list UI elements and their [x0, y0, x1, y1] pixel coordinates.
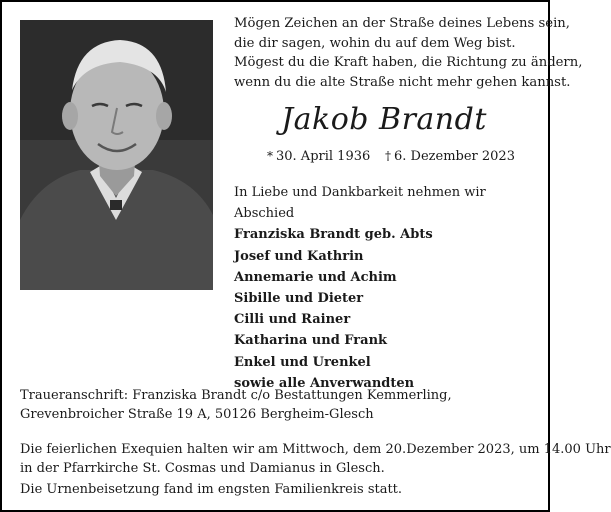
urn-burial-info: [20, 480, 534, 499]
verse-line: Mögen Zeichen an der Straße deines Lebens sein,: [234, 16, 570, 31]
death-date-group: [385, 147, 515, 166]
mourner-name: Katharina und Frank: [234, 333, 388, 349]
mourner-name: sowie alle Anverwandten: [234, 375, 415, 391]
address-line: Traueranschrift: Franziska Brandt c/o Bestattungen Kemmerling,: [20, 388, 452, 403]
mourner-name: Annemarie und Achim: [234, 269, 397, 285]
verse-line: wenn du die alte Straße nicht mehr gehen kannst.: [234, 74, 571, 90]
mourners-intro: In Liebe und Dankbarkeit nehmen wir Abschied: [234, 185, 486, 222]
death-symbol: †: [385, 149, 391, 163]
mourning-address: [20, 386, 534, 424]
service-line: in der Pfarrkirche St. Cosmas und Damianus in Glesch.: [20, 461, 385, 476]
portrait-image: [20, 20, 213, 290]
funeral-service-info: [20, 440, 611, 478]
verse-line: Mögest du die Kraft haben, die Richtung zu ändern,: [234, 55, 583, 70]
mourner-name: Enkel und Urenkel: [234, 354, 371, 370]
urn-line: Die Urnenbeisetzung fand im engsten Familienkreis statt.: [20, 482, 403, 497]
birth-symbol: *: [267, 149, 273, 163]
mourner-name: Sibille und Dieter: [234, 291, 364, 307]
mourner-name: Cilli und Rainer: [234, 312, 351, 328]
mourner-name: Josef und Kathrin: [234, 248, 364, 264]
verse-line: die dir sagen, wohin du auf dem Weg bist.: [234, 35, 516, 51]
mourners: [234, 182, 534, 394]
portrait-photo: [20, 20, 213, 290]
service-line: Die feierlichen Exequien halten wir am Mittwoch, dem 20.Dezember 2023, um 14.00 Uhr: [20, 442, 611, 457]
address-line: Grevenbroicher Straße 19 A, 50126 Bergheim-Glesch: [20, 407, 374, 422]
death-date: 6. Dezember 2023: [394, 149, 515, 164]
deceased-name: Jakob Brandt: [281, 102, 487, 137]
birth-date: 30. April 1936: [276, 149, 371, 164]
verse: [234, 14, 583, 92]
mourner-name: Franziska Brandt geb. Abts: [234, 227, 433, 243]
life-dates: [267, 147, 527, 166]
birth-date-group: [267, 149, 370, 164]
